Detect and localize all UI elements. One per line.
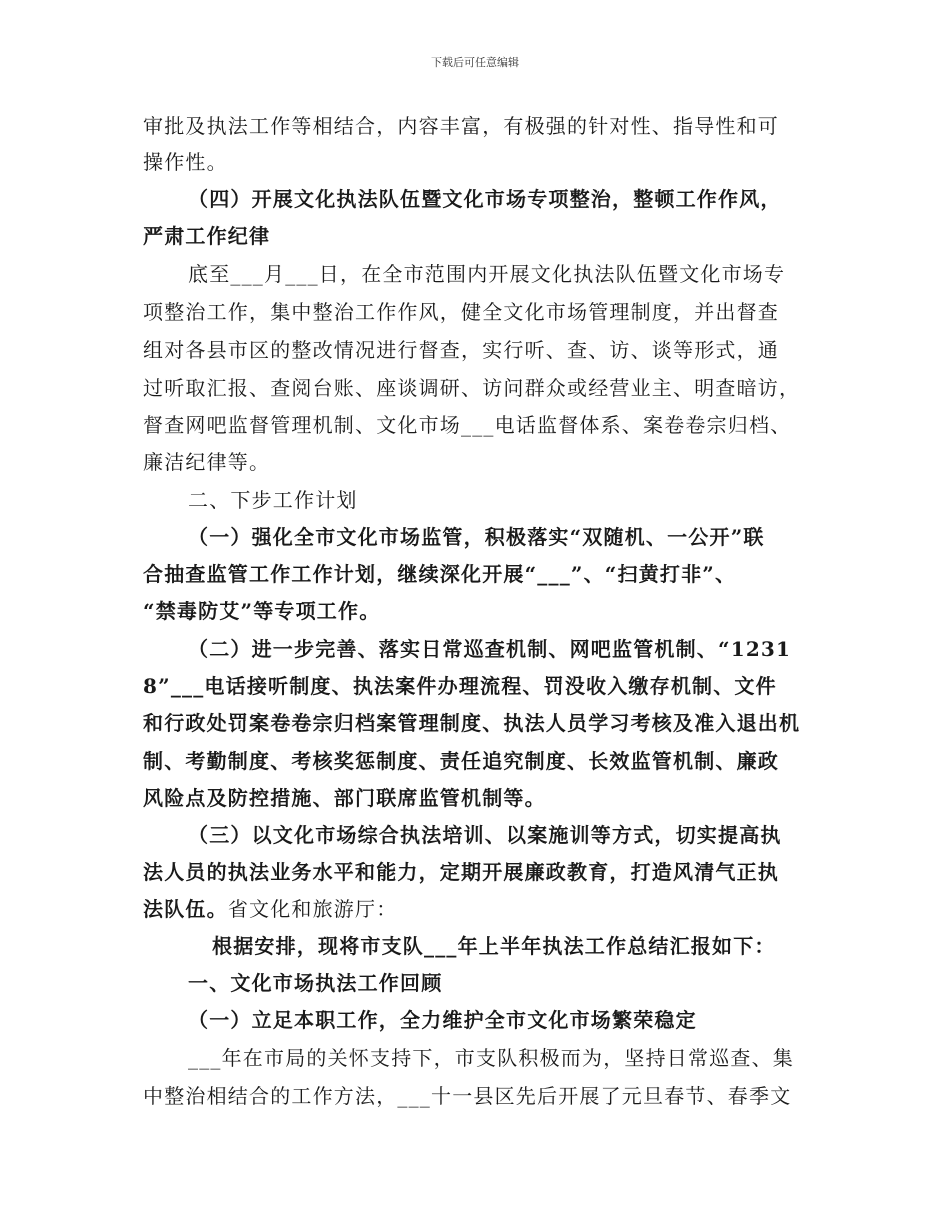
text-line: 和行政处罚案卷卷宗归档案管理制度、执法人员学习考核及准入退出机 [143,711,801,735]
text-line: 组对各县市区的整改情况进行督查，实行听、查、访、谈等形式，通 [143,338,779,362]
text-line: 合抽查监管工作工作计划，继续深化开展“___”、“扫黄打非”、 [143,562,737,586]
text-line: （一）强化全市文化市场监管，积极落实“双随机、一公开”联 [188,525,765,549]
text-line: “禁毒防艾”等专项工作。 [143,599,381,623]
text-line: 法人员的执法业务水平和能力，定期开展廉政教育，打造风清气正执 [143,860,779,884]
section-heading: （一）立足本职工作，全力维护全市文化市场繁荣稳定 [188,1008,697,1032]
text-line: 项整治工作，集中整治工作作风，健全文化市场管理制度，并出督查 [143,300,779,324]
text-line [143,897,397,921]
text-line: 审批及执法工作等相结合，内容丰富，有极强的针对性、指导性和可 [143,114,779,138]
text-line: （三）以文化市场综合执法培训、以案施训等方式，切实提高执 [188,823,782,847]
text-fragment: 法队伍。 [143,897,228,921]
text-line: （二）进一步完善、落实日常巡查机制、网吧监管机制、“1231 [188,637,792,661]
text-line: 中整治相结合的工作方法，___十一县区先后开展了元旦春节、春季文 [143,1084,792,1108]
section-heading: 一、文化市场执法工作回顾 [188,971,443,995]
text-line: 根据安排，现将市支队___年上半年执法工作总结汇报如下： [212,934,776,958]
text-line: 8”___电话接听制度、执法案件办理流程、罚没收入缴存机制、文件 [143,674,777,698]
section-heading: 二、下步工作计划 [188,488,358,512]
text-line: 风险点及防控措施、部门联席监管机制等。 [143,786,546,810]
text-line: 底至___月___日，在全市范围内开展文化执法队伍暨文化市场专 [188,262,786,286]
text-line: 督查网吧监督管理机制、文化市场___电话监督体系、案卷卷宗归档、 [143,413,792,437]
text-line: 廉洁纪律等。 [143,450,271,474]
text-line: 操作性。 [143,150,228,174]
page-header: 下载后可任意编辑 [431,56,519,69]
text-fragment: 省文化和旅游厅： [227,897,398,921]
section-heading: （四）开展文化执法队伍暨文化市场专项整治，整顿工作作风， [188,187,782,211]
section-heading: 严肃工作纪律 [143,224,271,248]
text-line: 制、考勤制度、考核奖惩制度、责任追究制度、长效监管机制、廉政 [143,749,779,773]
text-line: 过听取汇报、查阅台账、座谈调研、访问群众或经营业主、明查暗访， [143,376,801,400]
text-line: ___年在市局的关怀支持下，市支队积极而为，坚持日常巡查、集 [188,1046,794,1070]
